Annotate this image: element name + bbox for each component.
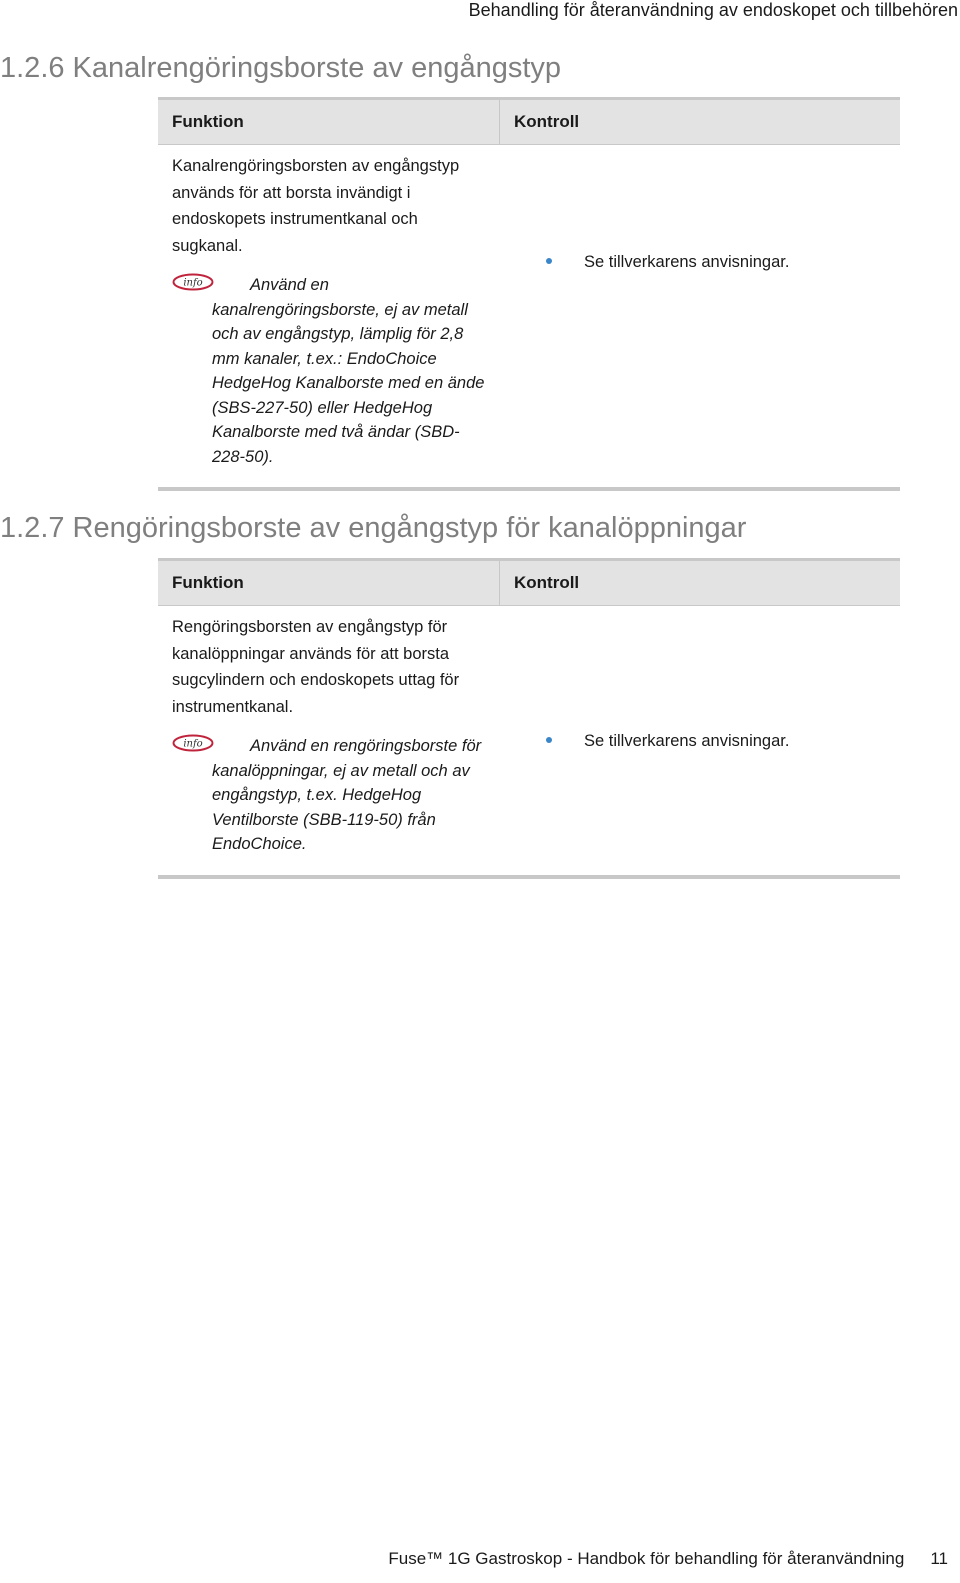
- control-bullet-text: Se tillverkarens anvisningar.: [584, 253, 790, 271]
- column-header-function: Funktion: [158, 561, 500, 605]
- function-cell: [158, 145, 500, 487]
- svg-text:info: info: [183, 738, 203, 750]
- section-heading-126: 1.2.6 Kanalrengöringsborste av engångstyp: [0, 52, 562, 84]
- page-footer: [388, 1549, 948, 1569]
- function-description: Kanalrengöringsborsten av engångstyp används för att borsta invändigt i endoskopets instrumentkanal och sugkanal.: [172, 157, 460, 255]
- function-description: Rengöringsborsten av engångstyp för kanalöppningar används för att borsta sugcylindern och endoskopets uttag för instrumentkanal.: [172, 618, 460, 716]
- column-header-control: Kontroll: [514, 112, 580, 131]
- table-body-row: [158, 145, 900, 487]
- info-note: [172, 273, 486, 469]
- bullet-dot-icon: [546, 258, 552, 264]
- table-header-row: [158, 100, 900, 145]
- info-note: [172, 734, 486, 857]
- info-icon: [172, 734, 214, 752]
- running-header: Behandling för återanvändning av endoskopet och tillbehören: [468, 0, 958, 20]
- bullet-dot-icon: [546, 737, 552, 743]
- info-text: Använd en kanalrengöringsborste, ej av metall och av engångstyp, lämplig för 2,8 mm kanaler, t.ex.: EndoChoice HedgeHog Kanalborste med en ände (SBS-227-50) eller HedgeHog Kanalborste med två ändar (SBD-228-50).: [212, 276, 485, 466]
- svg-text:info: info: [183, 277, 203, 289]
- table-bottom-rule: [158, 875, 900, 879]
- table-bottom-rule: [158, 487, 900, 491]
- page-number: 11: [930, 1549, 948, 1568]
- column-header-function: Funktion: [158, 100, 500, 144]
- column-header-control: Kontroll: [514, 573, 580, 592]
- table-header-row: [158, 561, 900, 606]
- function-cell: [158, 606, 500, 872]
- control-bullet-item: [546, 253, 789, 272]
- footer-title: Fuse™ 1G Gastroskop - Handbok för behandling för återanvändning: [388, 1549, 905, 1568]
- section-heading-127: 1.2.7 Rengöringsborste av engångstyp för kanalöppningar: [0, 512, 747, 544]
- section-table-126: [158, 97, 900, 487]
- table-body-row: [158, 606, 900, 872]
- info-icon: [172, 273, 214, 291]
- control-bullet-text: Se tillverkarens anvisningar.: [584, 732, 790, 750]
- info-text: Använd en rengöringsborste för kanalöppningar, ej av metall och av engångstyp, t.ex. HedgeHog Ventilborste (SBB-119-50) från EndoChoice.: [212, 737, 482, 853]
- section-table-127: [158, 558, 900, 872]
- control-bullet-item: [546, 732, 789, 751]
